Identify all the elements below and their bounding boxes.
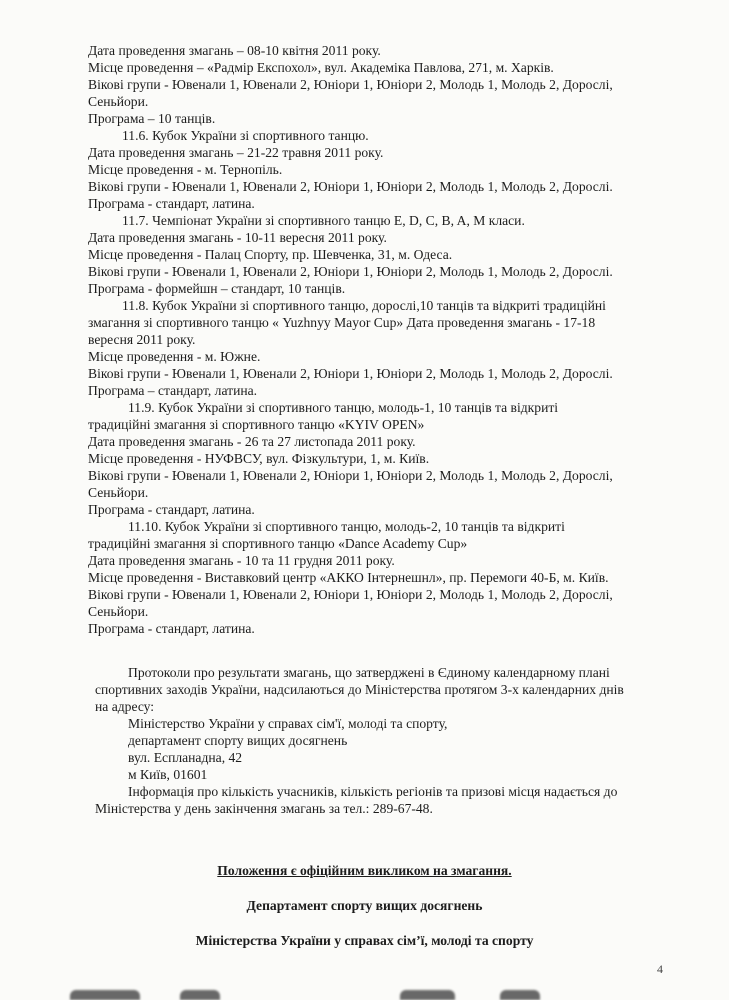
text-line: Вікові групи - Ювенали 1, Ювенали 2, Юніори 1, Юніори 2, Молодь 1, Молодь 2, Дорослі. — [88, 366, 613, 381]
text-line: Місце проведення - Виставковий центр «АККО Інтернешнл», пр. Перемоги 40-Б, м. Київ. — [88, 570, 609, 585]
paragraph-line: спортивних заходів України, надсилаються до Міністерства протягом 3-х календарних днів — [95, 682, 624, 697]
ministry-heading: Міністерства України у справах сім’ї, молоді та спорту — [195, 933, 534, 948]
paragraph-line: на адресу: — [95, 699, 155, 714]
text-line: Програма – стандарт, латина. — [88, 383, 258, 398]
text-line: традиційні змагання зі спортивного танцю «KYIV OPEN» — [88, 417, 425, 432]
text-line: Дата проведення змагань - 10-11 вересня 2011 року. — [88, 230, 387, 245]
scan-smudge — [500, 990, 540, 1000]
text-line: Дата проведення змагань - 26 та 27 листопада 2011 року. — [88, 434, 416, 449]
text-line: Місце проведення - м. Южне. — [88, 349, 261, 364]
page-number: 4 — [657, 962, 663, 976]
text-line: Вікові групи - Ювенали 1, Ювенали 2, Юніори 1, Юніори 2, Молодь 1, Молодь 2, Дорослі, — [88, 468, 613, 483]
text-line: Програма - стандарт, латина. — [88, 621, 255, 636]
text-line: Програма - стандарт, латина. — [88, 196, 255, 211]
scan-smudge — [70, 990, 140, 1000]
section-heading-11-6: 11.6. Кубок України зі спортивного танцю. — [122, 128, 369, 143]
text-line: вересня 2011 року. — [88, 332, 196, 347]
address-line: Міністерство України у справах сім'ї, молоді та спорту, — [128, 716, 448, 731]
text-line: Місце проведення - НУФВСУ, вул. Фізкультури, 1, м. Київ. — [88, 451, 430, 466]
scan-smudge — [400, 990, 455, 1000]
text-line: Вікові групи - Ювенали 1, Ювенали 2, Юніори 1, Юніори 2, Молодь 1, Молодь 2, Дорослі. — [88, 179, 613, 194]
text-line: Дата проведення змагань – 21-22 травня 2011 року. — [88, 145, 384, 160]
department-heading: Департамент спорту вищих досягнень — [246, 898, 483, 913]
text-line: Сеньйори. — [88, 485, 149, 500]
scan-smudge — [180, 990, 220, 1000]
paragraph-line: Протоколи про результати змагань, що затверджені в Єдиному календарному плані — [128, 665, 610, 680]
section-heading-11-9: 11.9. Кубок України зі спортивного танцю, молодь-1, 10 танців та відкриті — [128, 400, 559, 415]
paragraph-line: Міністерства у день закінчення змагань за тел.: 289-67-48. — [95, 801, 433, 816]
address-line: департамент спорту вищих досягнень — [128, 733, 348, 748]
text-line: традиційні змагання зі спортивного танцю «Dance Academy Cup» — [88, 536, 468, 551]
text-line: Програма – 10 танців. — [88, 111, 216, 126]
address-line: м Київ, 01601 — [128, 767, 208, 782]
text-line: Вікові групи - Ювенали 1, Ювенали 2, Юніори 1, Юніори 2, Молодь 1, Молодь 2, Дорослі, — [88, 587, 613, 602]
text-line: змагання зі спортивного танцю « Yuzhnyy Mayor Cup» Дата проведення змагань - 17-18 — [88, 315, 596, 330]
text-line: Сеньйори. — [88, 94, 149, 109]
address-line: вул. Еспланадна, 42 — [128, 750, 243, 765]
paragraph-line: Інформація про кількість учасників, кількість регіонів та призові місця надається до — [128, 784, 618, 799]
section-heading-11-7: 11.7. Чемпіонат України зі спортивного танцю E, D, C, B, A, M класи. — [122, 213, 525, 228]
text-line: Місце проведення - Палац Спорту, пр. Шевченка, 31, м. Одеса. — [88, 247, 453, 262]
text-line: Місце проведення - м. Тернопіль. — [88, 162, 283, 177]
text-line: Сеньйори. — [88, 604, 149, 619]
text-line: Вікові групи - Ювенали 1, Ювенали 2, Юніори 1, Юніори 2, Молодь 1, Молодь 2, Дорослі. — [88, 264, 613, 279]
section-heading-11-10: 11.10. Кубок України зі спортивного танцю, молодь-2, 10 танців та відкриті — [128, 519, 565, 534]
text-line: Програма - формейшн – стандарт, 10 танців. — [88, 281, 346, 296]
official-call-heading: Положення є офіційним викликом на змагання. — [217, 863, 512, 878]
text-line: Програма - стандарт, латина. — [88, 502, 255, 517]
text-line: Вікові групи - Ювенали 1, Ювенали 2, Юніори 1, Юніори 2, Молодь 1, Молодь 2, Дорослі, — [88, 77, 613, 92]
text-line: Дата проведення змагань - 10 та 11 грудня 2011 року. — [88, 553, 395, 568]
text-line: Дата проведення змагань – 08-10 квітня 2011 року. — [88, 43, 381, 58]
text-line: Місце проведення – «Радмір Експохол», вул. Академіка Павлова, 271, м. Харків. — [88, 60, 554, 75]
section-heading-11-8: 11.8. Кубок України зі спортивного танцю, дорослі,10 танців та відкриті традиційні — [122, 298, 606, 313]
